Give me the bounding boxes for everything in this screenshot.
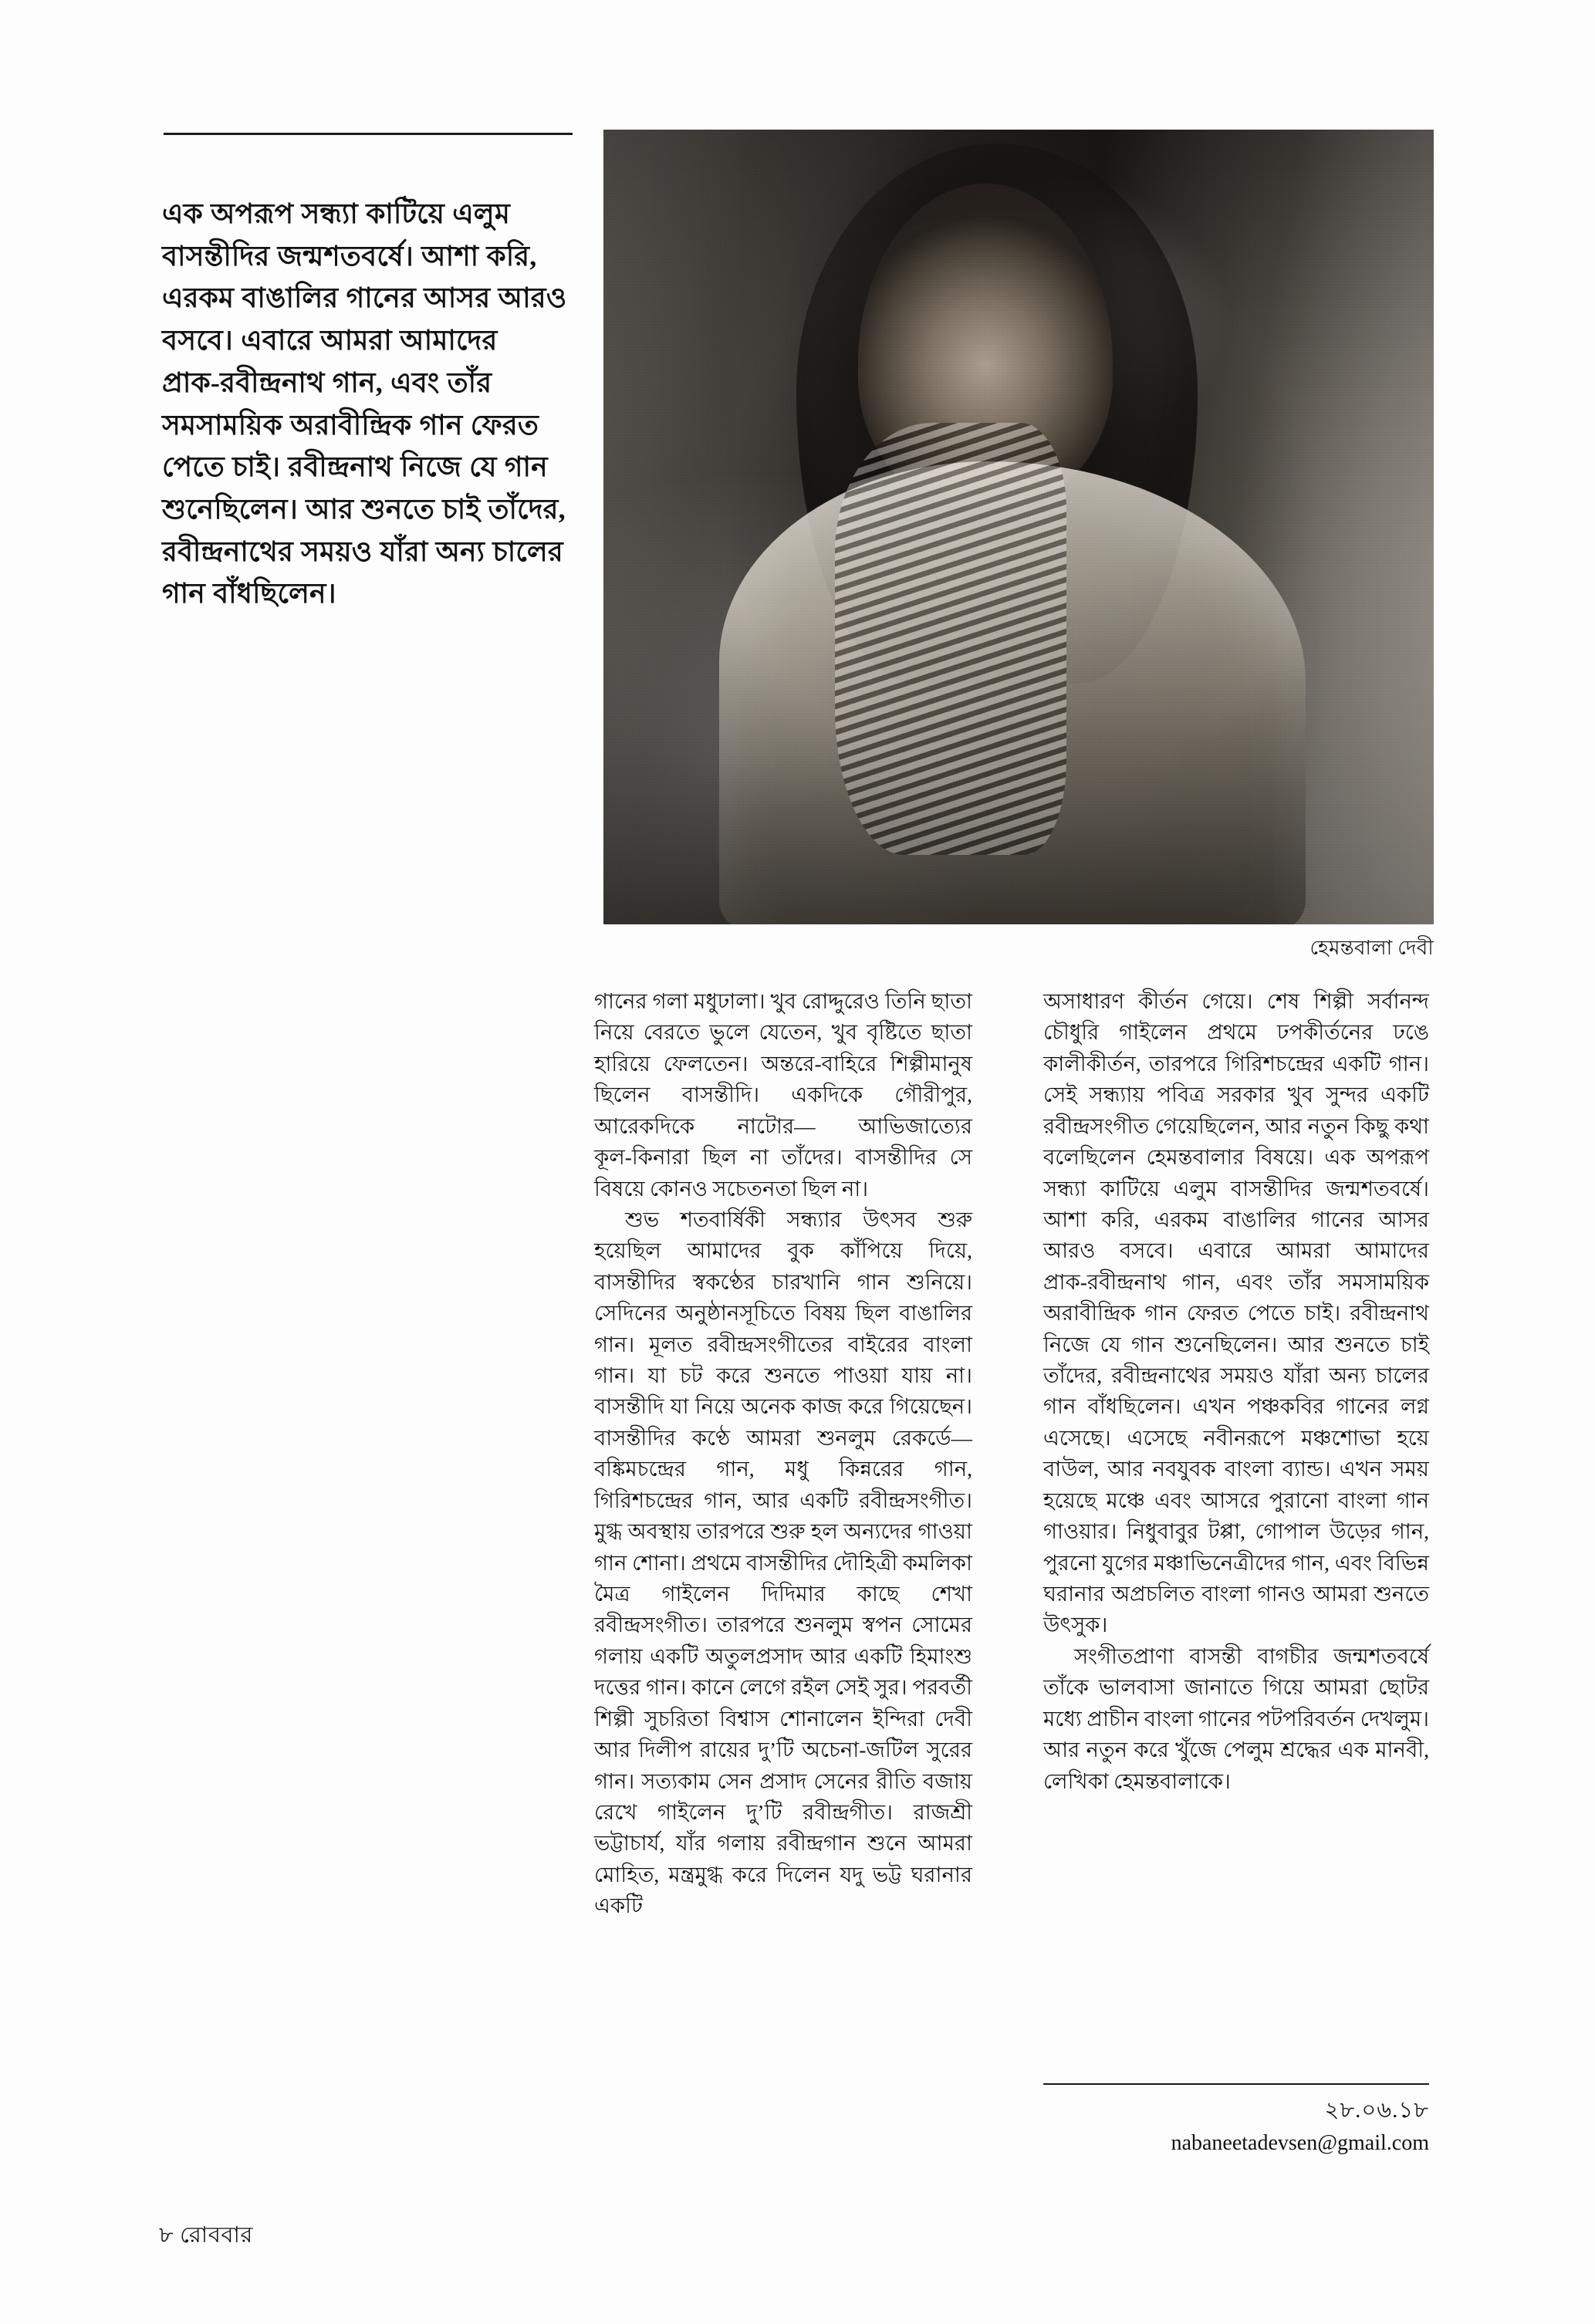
top-divider-rule [164, 133, 573, 135]
photo-vignette [603, 130, 1434, 924]
signoff-date: ২৮.০৬.১৮ [1324, 2098, 1429, 2123]
paragraph: গানের গলা মধুঢালা। খুব রোদ্দুরেও তিনি ছাতা নিয়ে বেরতে ভুলে যেতেন, খুব বৃষ্টিতে ছাতা হারিয়ে ফেলতেন। অন্তরে‑বাহিরে শিল্পীমানুষ ছিলেন বাসন্তীদি। একদিকে গৌরীপুর, আরেকদিকে নাটোর— আভিজাত্যের কূল‑কিনারা ছিল না তাঁদের। বাসন্তীদির সে বিষয়ে কোনও সচেতনতা ছিল না। [594, 989, 972, 1201]
paragraph: শুভ শতবার্ষিকী সন্ধ্যার উৎসব শুরু হয়েছিল আমাদের বুক কাঁপিয়ে দিয়ে, বাসন্তীদির স্বকণ্ঠের চারখানি গান শুনিয়ে। সেদিনের অনুষ্ঠানসূচিতে বিষয় ছিল বাঙালির গান। মূলত রবীন্দ্রসংগীতের বাইরের বাংলা গান। যা চট করে শুনতে পাওয়া যায় না। বাসন্তীদি যা নিয়ে অনেক কাজ করে গিয়েছেন। বাসন্তীদির কণ্ঠে আমরা শুনলুম রেকর্ডে— বঙ্কিমচন্দ্রের গান, মধু কিন্নরের গান, গিরিশচন্দ্রের গান, আর একটি রবীন্দ্রসংগীত। মুগ্ধ অবস্থায় তারপরে শুরু হল অন্যদের গাওয়া গান শোনা। প্রথমে বাসন্তীদির দৌহিত্রী কমলিকা মৈত্র গাইলেন দিদিমার কাছে শেখা রবীন্দ্রসংগীত। তারপরে শুনলুম স্বপন সোমের গলায় একটি অতুলপ্রসাদ আর একটি হিমাংশু দত্তের গান। কানে লেগে রইল সেই সুর। পরবর্তী শিল্পী সুচরিতা বিশ্বাস শোনালেন ইন্দিরা দেবী আর দিলীপ রায়ের দু’টি অচেনা‑জটিল সুরের গান। সত্যকাম সেন প্রসাদ সেনের রীতি বজায় রেখে গাইলেন দু’টি রবীন্দ্রগীত। রাজশ্রী ভট্টাচার্য, যাঁর গলায় রবীন্দ্রগান শুনে আমরা মোহিত, মন্ত্রমুগ্ধ করে দিলেন যদু ভট্ট ঘরানার একটি [594, 1207, 972, 1918]
page-folio: ৮ রোববার [159, 2223, 253, 2248]
paragraph: সংগীতপ্রাণা বাসন্তী বাগচীর জন্মশতবর্ষে তাঁকে ভালবাসা জানাতে গিয়ে আমরা ছোটর মধ্যে প্রাচীন বাংলা গানের পটপরিবর্তন দেখলুম। আর নতুন করে খুঁজে পেলুম শ্রদ্ধের এক মানবী, লেখিকা হেমন্তবালাকে। [1043, 1643, 1429, 1793]
pull-quote: এক অপরূপ সন্ধ্যা কাটিয়ে এলুম বাসন্তীদির জন্মশতবর্ষে। আশা করি, এরকম বাঙালির গানের আসর আরও বসবে। এবারে আমরা আমাদের প্রাক‑রবীন্দ্রনাথ গান, এবং তাঁর সমসাময়িক অরাবীন্দ্রিক গান ফেরত পেতে চাই। রবীন্দ্রনাথ নিজে যে গান শুনেছিলেন। আর শুনতে চাই তাঁদের, রবীন্দ্রনাথের সময়ও যাঁরা অন্য চালের গান বাঁধছিলেন। [162, 198, 567, 610]
paragraph: অসাধারণ কীর্তন গেয়ে। শেষ শিল্পী সর্বানন্দ চৌধুরি গাইলেন প্রথমে ঢপকীর্তনের ঢঙে কালীকীর্তন, তারপরে গিরিশচন্দ্রের একটি গান। সেই সন্ধ্যায় পবিত্র সরকার খুব সুন্দর একটি রবীন্দ্রসংগীত গেয়েছিলেন, আর নতুন কিছু কথা বলেছিলেন হেমন্তবালার বিষয়ে। এক অপরূপ সন্ধ্যা কাটিয়ে এলুম বাসন্তীদির জন্মশতবর্ষে। আশা করি, এরকম বাঙালির গানের আসর আরও বসবে। এবারে আমরা আমাদের প্রাক‑রবীন্দ্রনাথ গান, এবং তাঁর সমসাময়িক অরাবীন্দ্রিক গান ফেরত পেতে চাই। রবীন্দ্রনাথ নিজে যে গান শুনেছিলেন। আর শুনতে চাই তাঁদের, রবীন্দ্রনাথের সময়ও যাঁরা অন্য চালের গান বাঁধছিলেন। এখন পঞ্চকবির গানের লগ্ন এসেছে। এসেছে নবীনরূপে মঞ্চশোভা হয়ে বাউল, আর নবযুবক বাংলা ব্যান্ড। এখন সময় হয়েছে মঞ্চে এবং আসরে পুরানো বাংলা গান গাওয়ার। নিধুবাবুর টপ্পা, গোপাল উড়ের গান, পুরনো যুগের মঞ্চাভিনেত্রীদের গান, এবং বিভিন্ন ঘরানার অপ্রচলিত বাংলা গানও আমরা শুনতে উৎসুক। [1043, 989, 1429, 1637]
body-column-left [594, 986, 972, 1922]
photo-caption: হেমন্তবালা দেবী [1309, 937, 1434, 959]
photo-image [603, 130, 1434, 924]
body-column-right [1043, 986, 1429, 1797]
portrait-photograph [603, 130, 1434, 924]
signoff-divider-rule [1043, 2083, 1429, 2085]
signoff-email[interactable]: nabaneetadevsen@gmail.com [1171, 2131, 1429, 2155]
